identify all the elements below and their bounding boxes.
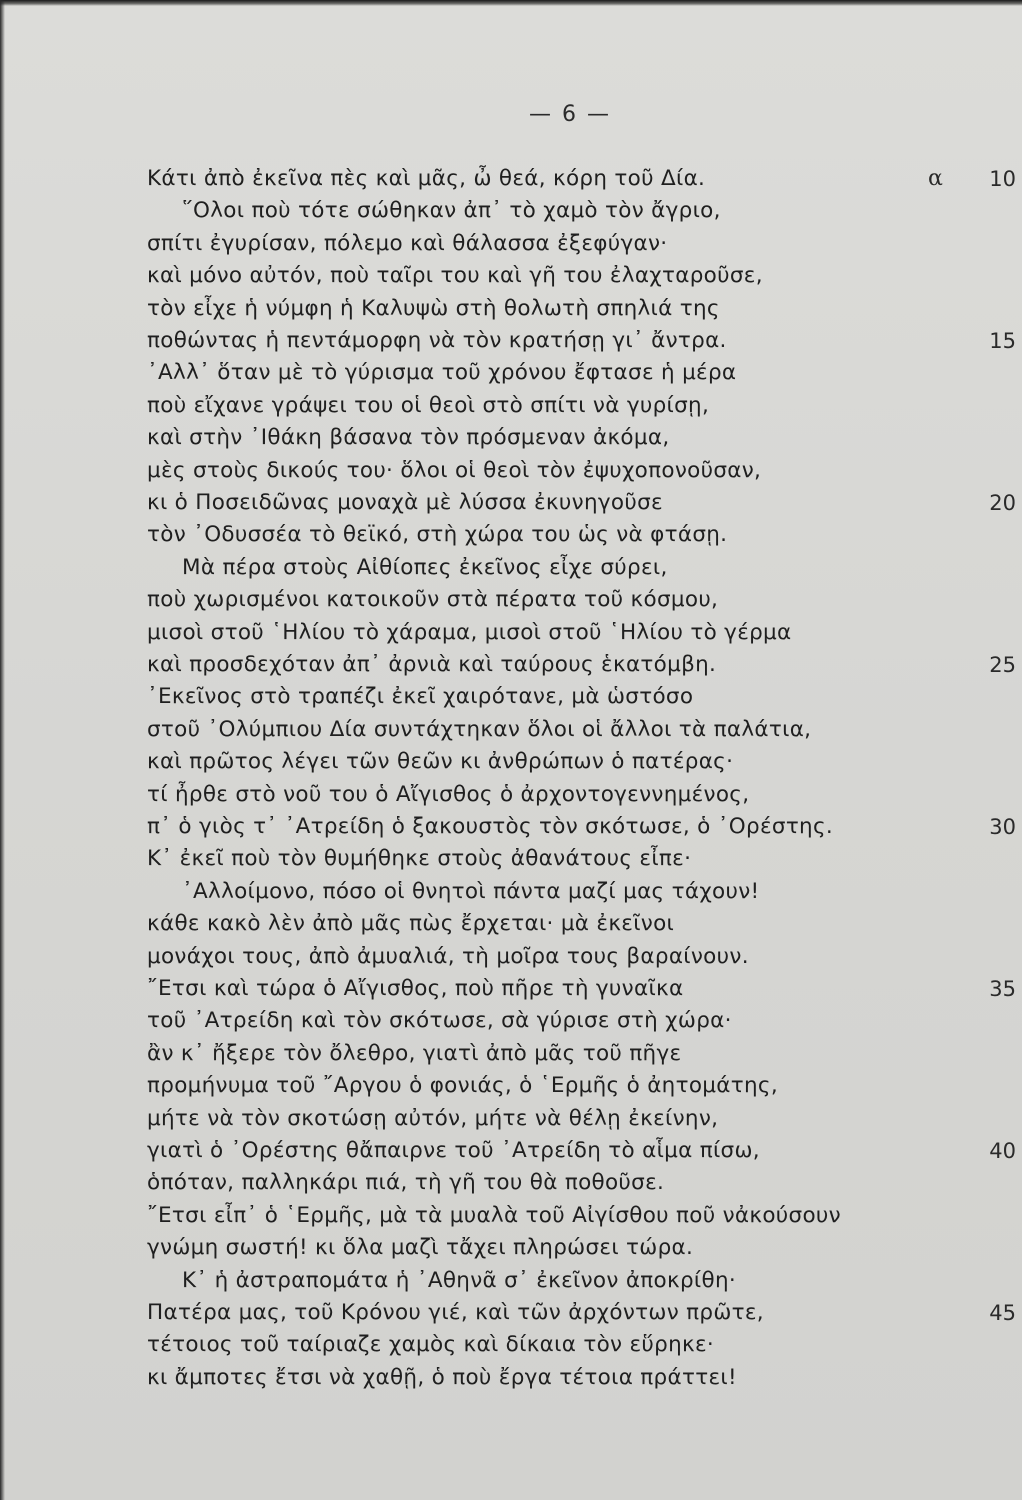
verse-line: γνώμη σωστή! κι ὅλα μαζὶ τἄχει πληρώσει τώρα. [147, 1235, 694, 1260]
verse-line: ῎Ετσι εἶπ᾿ ὁ ῾Ερμῆς, μὰ τὰ μυαλὰ τοῦ Αἰγίσθου ποῦ νἀκούσουν [147, 1203, 841, 1228]
verse-line: π᾿ ὁ γιὸς τ᾿ ᾿Ατρείδη ὁ ξακουστὸς τὸν σκότωσε, ὁ ᾿Ορέστης. [147, 814, 834, 839]
verse-line: καὶ μόνο αὐτόν, ποὺ ταῖρι του καὶ γῆ του ἐλαχταροῦσε, [147, 263, 763, 288]
verse-line: κι ὁ Ποσειδῶνας μοναχὰ μὲ λύσσα ἐκυνηγοῦσε [147, 490, 663, 515]
line-number: 25 [989, 653, 1016, 677]
verse-line: κι ἄμποτες ἔτσι νὰ χαθῇ, ὁ ποὺ ἔργα τέτοια πράττει! [147, 1365, 737, 1390]
verse-line: μὲς στοὺς δικούς του· ὅλοι οἱ θεοὶ τὸν ἐψυχοπονοῦσαν, [147, 458, 762, 483]
page-top-edge-shadow [0, 0, 1022, 6]
verse-line: τὸν ᾿Οδυσσέα τὸ θεϊκό, στὴ χώρα του ὡς νὰ φτάσῃ. [147, 522, 728, 547]
line-number: 10 [989, 167, 1016, 191]
verse-line: μισοὶ στοῦ ῾Ηλίου τὸ χάραμα, μισοὶ στοῦ ῾Ηλίου τὸ γέρμα [147, 620, 792, 645]
verse-line: κάθε κακὸ λὲν ἀπὸ μᾶς πὼς ἔρχεται· μὰ ἐκεῖνοι [147, 911, 675, 936]
line-number: 30 [989, 815, 1016, 839]
verse-line: ῎Ετσι καὶ τώρα ὁ Αἴγισθος, ποὺ πῆρε τὴ γυναῖκα [147, 976, 684, 1001]
line-number: 15 [989, 329, 1016, 353]
verse-line: μονάχοι τους, ἀπὸ ἀμυαλιά, τὴ μοῖρα τους βαραίνουν. [147, 944, 749, 969]
verse-line: τοῦ ᾿Ατρείδη καὶ τὸν σκότωσε, σὰ γύρισε στὴ χώρα· [147, 1008, 732, 1033]
verse-line: καὶ πρῶτος λέγει τῶν θεῶν κι ἀνθρώπων ὁ πατέρας· [147, 749, 734, 774]
verse-line: ᾿Αλλ᾿ ὅταν μὲ τὸ γύρισμα τοῦ χρόνου ἔφτασε ἡ μέρα [147, 360, 737, 385]
verse-line: τὸν εἶχε ἡ νύμφη ἡ Καλυψὼ στὴ θολωτὴ σπηλιά της [147, 296, 720, 321]
verse-line: Κάτι ἀπὸ ἐκεῖνα πὲς καὶ μᾶς, ὦ θεά, κόρη τοῦ Δία. [147, 166, 706, 191]
verse-line: ποὺ χωρισμένοι κατοικοῦν στὰ πέρατα τοῦ κόσμου, [147, 587, 719, 612]
verse-line: προμήνυμα τοῦ ῎Αργου ὁ φονιάς, ὁ ῾Ερμῆς ὁ ἀητομάτης, [147, 1073, 778, 1098]
verse-line: τέτοιος τοῦ ταίριαζε χαμὸς καὶ δίκαια τὸν εὕρηκε· [147, 1332, 715, 1357]
verse-line: ᾿Αλλοίμονο, πόσο οἱ θνητοὶ πάντα μαζί μας τάχουν! [182, 879, 760, 904]
verse-line: στοῦ ᾿Ολύμπιου Δία συντάχτηκαν ὅλοι οἱ ἄλλοι τὰ παλάτια, [147, 717, 812, 742]
verse-line: Πατέρα μας, τοῦ Κρόνου γιέ, καὶ τῶν ἀρχόντων πρῶτε, [147, 1300, 764, 1325]
line-number: 40 [989, 1139, 1016, 1163]
verse-line: καὶ στὴν ᾿Ιθάκη βάσανα τὸν πρόσμεναν ἀκόμα, [147, 425, 670, 450]
verse-line: Μὰ πέρα στοὺς Αἰθίοπες ἐκεῖνος εἶχε σύρει, [182, 555, 668, 580]
verse-line: τί ἦρθε στὸ νοῦ του ὁ Αἴγισθος ὁ ἀρχοντογεννημένος, [147, 782, 750, 807]
line-number: 45 [989, 1301, 1016, 1325]
verse-line: καὶ προσδεχόταν ἀπ᾿ ἀρνιὰ καὶ ταύρους ἑκατόμβη. [147, 652, 717, 677]
verse-line: ποθώντας ἡ πεντάμορφη νὰ τὸν κρατήσῃ γι᾿ ἄντρα. [147, 328, 727, 353]
line-number: 20 [989, 491, 1016, 515]
page-left-edge-shadow [0, 0, 5, 1500]
verse-line: ὁπόταν, παλληκάρι πιά, τὴ γῆ του θὰ ποθοῦσε. [147, 1170, 665, 1195]
verse-line: ᾿Εκεῖνος στὸ τραπέζι ἐκεῖ χαιρότανε, μὰ ὡστόσο [147, 684, 694, 709]
verse-line: ῞Ολοι ποὺ τότε σώθηκαν ἀπ᾿ τὸ χαμὸ τὸν ἄγριο, [182, 198, 721, 223]
verse-line: ἂν κ᾿ ἤξερε τὸν ὄλεθρο, γιατὶ ἀπὸ μᾶς τοῦ πῆγε [147, 1041, 682, 1066]
verse-line: μήτε νὰ τὸν σκοτώσῃ αὐτόν, μήτε νὰ θέλῃ ἐκείνην, [147, 1106, 719, 1131]
verse-line: Κ᾿ ἐκεῖ ποὺ τὸν θυμήθηκε στοὺς ἀθανάτους εἶπε· [147, 846, 692, 871]
verse-line: γιατὶ ὁ ᾿Ορέστης θἄπαιρνε τοῦ ᾿Ατρείδη τὸ αἷμα πίσω, [147, 1138, 760, 1163]
book-mark: α [928, 166, 943, 191]
verse-line: Κ᾿ ἡ ἀστραπομάτα ἡ ᾿Αθηνᾶ σ᾿ ἐκεῖνον ἀποκρίθη· [182, 1268, 737, 1293]
page-number: — 6 — [529, 102, 611, 127]
verse-line: σπίτι ἐγυρίσαν, πόλεμο καὶ θάλασσα ἐξεφύγαν· [147, 231, 668, 256]
verse-line: ποὺ εἴχανε γράψει του οἱ θεοὶ στὸ σπίτι νὰ γυρίσῃ, [147, 393, 710, 418]
line-number: 35 [989, 977, 1016, 1001]
